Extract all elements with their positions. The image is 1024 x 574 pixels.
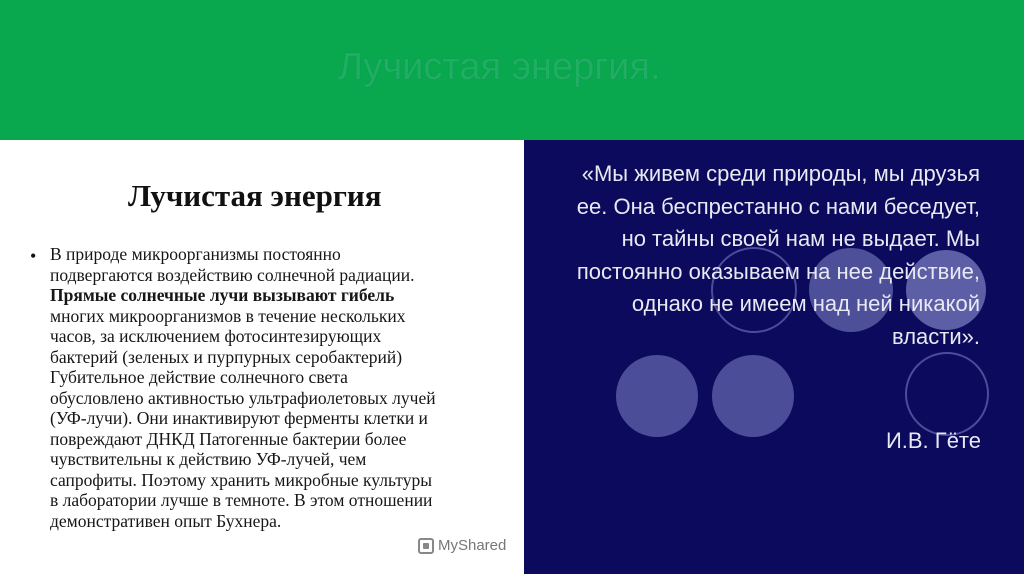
myshared-logo-icon xyxy=(418,538,434,554)
body-line: (УФ-лучи). Они инактивируют ферменты клетки и xyxy=(50,408,428,428)
quote-line: «Мы живем среди природы, мы друзья xyxy=(581,161,980,186)
circle-filled xyxy=(616,355,698,437)
body-line: сапрофиты. Поэтому хранить микробные культуры xyxy=(50,469,432,490)
body-line: В природе микроорганизмы постоянно xyxy=(50,244,341,264)
circle-filled xyxy=(712,355,794,437)
body-line: часов, за исключением фотосинтезирующих xyxy=(50,326,382,346)
quote-line: власти». xyxy=(892,323,980,349)
body-line: в лаборатории лучше в темноте. В этом отношении xyxy=(50,490,433,510)
header-title: Лучистая энергия. xyxy=(338,46,661,88)
quote-line: постоянно оказываем на нее действие, xyxy=(576,258,980,284)
body-line: чувствительны к действию УФ-лучей, чем xyxy=(50,449,367,469)
body-line: демонстративен опыт Бухнера. xyxy=(50,510,282,531)
quote-line: однако не имеем над ней никакой xyxy=(631,291,980,316)
body-line-bold: Прямые солнечные лучи вызывают гибель xyxy=(50,285,395,305)
quote-line: ее. Она беспрестанно с нами беседует, xyxy=(576,193,980,219)
circle-outline xyxy=(906,353,988,435)
quote-author: И.В. Гёте xyxy=(885,428,981,453)
myshared-watermark xyxy=(418,537,506,554)
slide-header xyxy=(0,0,1024,140)
body-line: многих микроорганизмов в течение нескольких xyxy=(50,305,406,326)
body-text xyxy=(50,244,520,531)
body-line: повреждают ДНКД Патогенные бактерии более xyxy=(50,428,407,449)
body-line: обусловлено активностью ультрафиолетовых лучей xyxy=(50,387,436,408)
quote-line: но тайны своей нам не выдает. Мы xyxy=(621,226,980,251)
slide-heading: Лучистая энергия xyxy=(128,178,382,213)
goethe-quote xyxy=(520,158,980,353)
bullet-icon: • xyxy=(30,246,37,266)
body-line: подвергаются воздействию солнечной радиации. xyxy=(50,264,415,285)
watermark-text: MyShared xyxy=(438,537,507,554)
body-line: бактерий (зеленых и пурпурных серобактерий) xyxy=(50,346,403,367)
body-line: Губительное действие солнечного света xyxy=(50,367,348,387)
